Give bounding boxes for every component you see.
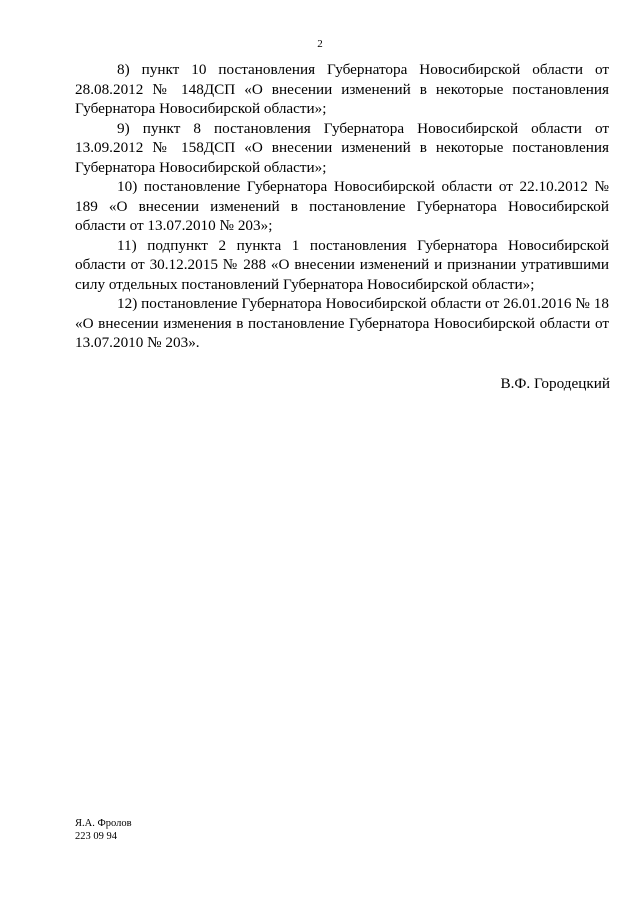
executor-name: Я.А. Фролов [75,818,132,829]
list-item-10: 10) постановление Губернатора Новосибирской области от 22.10.2012 № 189 «О внесении изменений в постановление Губернатора Новосибирской области от 13.07.2010 № 203»; [75,178,609,234]
page-number: 2 [317,38,323,50]
list-item-9: 9) пункт 8 постановления Губернатора Новосибирской области от 13.09.2012 № 158ДСП «О внесении изменений в некоторые постановления Губернатора Новосибирской области»; [75,119,609,176]
list-item-12: 12) постановление Губернатора Новосибирской области от 26.01.2016 № 18 «О внесении изменения в постановление Губернатора Новосибирской области от 13.07.2010 № 203». [75,295,609,351]
signature-name: В.Ф. Городецкий [500,375,610,392]
list-item-8: 8) пункт 10 постановления Губернатора Новосибирской области от 28.08.2012 № 148ДСП «О внесении изменений в некоторые постановления Губернатора Новосибирской области»; [75,61,609,117]
executor-phone: 223 09 94 [75,830,117,842]
list-item-11: 11) подпункт 2 пункта 1 постановления Губернатора Новосибирской области от 30.12.2015 № 288 «О внесении изменений и признании утратившими силу отдельных постановлений Губернатора Новосибирской области»; [75,236,609,293]
document-body [75,60,609,353]
executor-block [75,818,132,843]
